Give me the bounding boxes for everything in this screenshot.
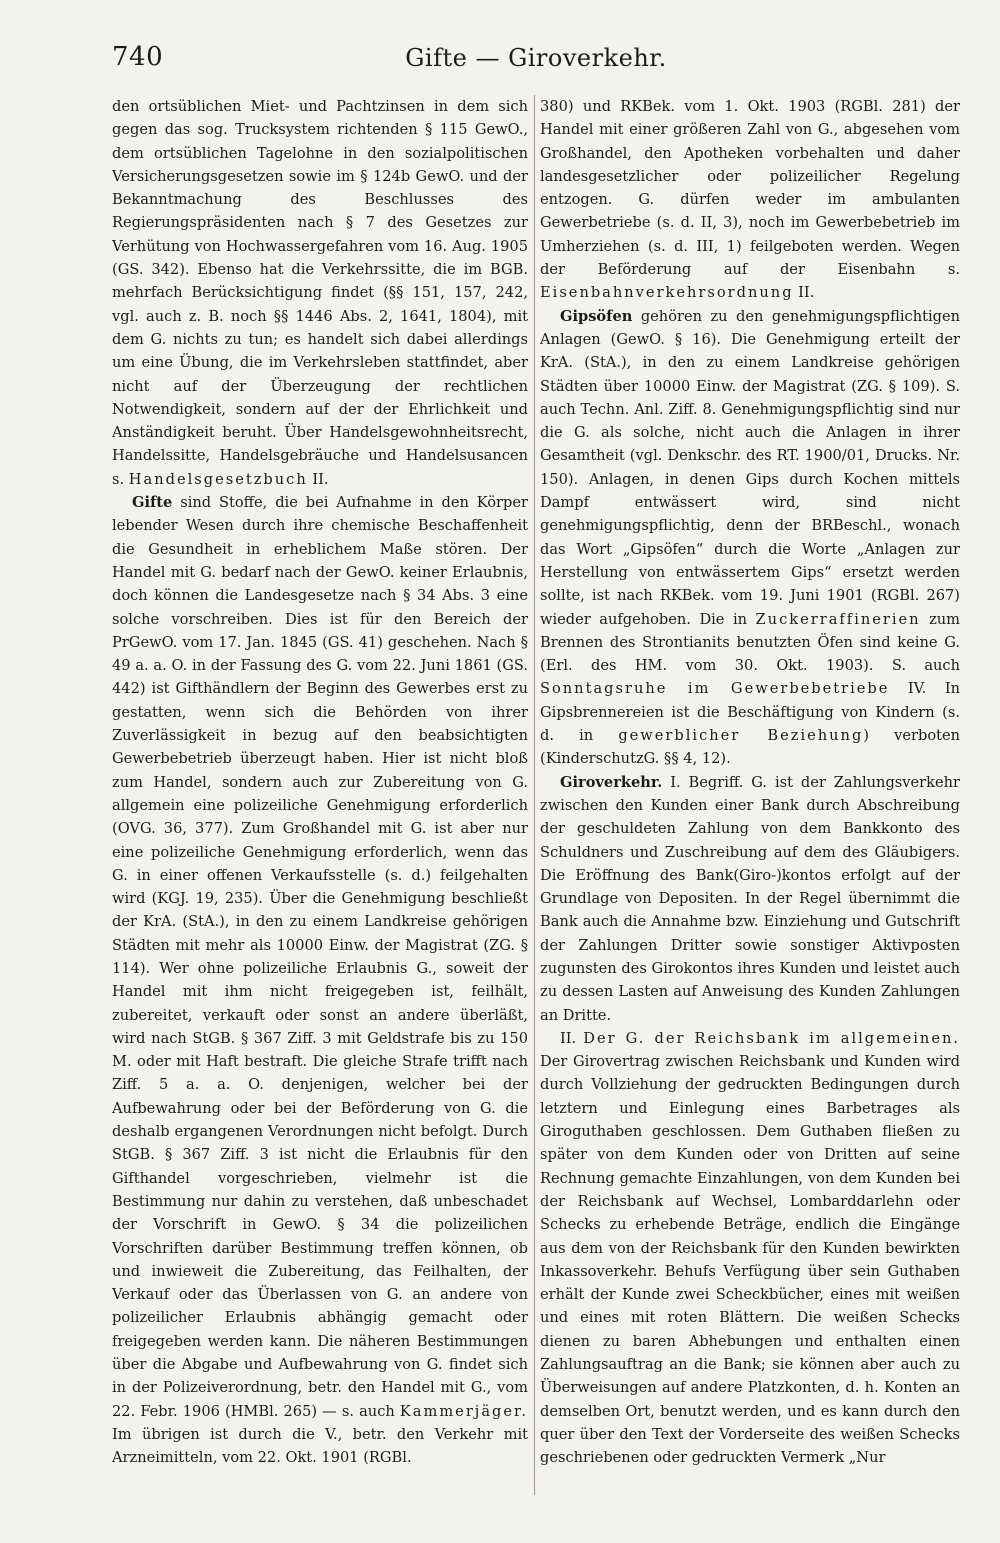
entry-heading: Gipsöfen — [560, 307, 633, 325]
paragraph-text: den ortsüblichen Miet- und Pachtzinsen in dem sich gegen das sog. Trucksystem richtenden § 115 GewO., dem ortsüblichen Tagelohne in den sozialpolitischen Versicherungsgesetzen sowie im § 124b GewO. und der Bekanntmachung des Beschlusses des Regierungspräsidenten nach § 7 des Gesetzes zur Verhütung von Hochwassergefahren vom 16. Aug. 1905 (GS. 342). Ebenso hat die Verkehrssitte, die im BGB. mehrfach Berücksichtigung findet (§§ 151, 157, 242, vgl. auch z. B. noch §§ 1446 Abs. 2, 1641, 1804), mit dem G. nichts zu tun; es handelt sich dabei allerdings um eine Übung, die im Verkehrsleben stattfindet, aber nicht auf der Überzeugung der rechtlichen Notwendigkeit, sondern auf der der Ehrlichkeit und Anständigkeit beruht. Über Handelsgewohnheitsrecht, Handelssitte, Handelsgebräuche und Handelsusancen s. — [112, 98, 528, 488]
entry-text: I. Begriff. G. ist der Zahlungsverkehr zwischen den Kunden einer Bank durch Abschreibung der geschuldeten Zahlung von dem Bankkonto des Schuldners und Zuschreibung auf dem des Gläubigers. Die Eröffnung des Bank(Giro-)kontos erfolgt auf der Grundlage von Depositen. In der Regel übernimmt die Bank auch die Annahme bzw. Einziehung und Gutschrift der Zahlungen Dritter sowie sonstiger Aktivposten zugunsten des Girokontos ihres Kunden und leistet auch zu dessen Lasten auf Anweisung des Kunden Zahlungen an Dritte. — [540, 773, 960, 1024]
entry-text: Der Girovertrag zwischen Reichsbank und Kunden wird durch Vollziehung der gedruckten Bedingungen durch letztern und Einlegung eines Barbetrages als Giroguthaben geschlossen. Dem Guthaben fließen zu später von dem Kunden oder von Dritten auf seine Rechnung gemachte Einzahlungen, von dem Kunden bei der Reichsbank auf Wechsel, Lombarddarlehn oder Schecks zu erhebende Beträge, endlich die Eingänge aus dem von der Reichsbank für den Kunden bewirkten Inkassoverkehr. Behufs Verfügung über sein Guthaben erhält der Kunde zwei Scheckbücher, eines mit weißen und eines mit roten Blättern. Die weißen Schecks dienen zu baren Abhebungen und enthalten einen Zahlungsauftrag an die Bank; sie können aber auch zu Überweisungen auf andere Platzkonten, d. h. Konten an demselben Ort, benutzt werden, und es kann durch den quer über den Text der Vorderseite des weißen Schecks geschriebenen oder gedruckten Vermerk „Nur — [540, 1053, 960, 1467]
entry-text: zum Brennen des Strontianits benutzten Öfen sind keine G. (Erl. des HM. vom 30. Okt. 1903). S. auch — [540, 610, 960, 675]
paragraph-gifte-continued — [540, 95, 960, 305]
entry-text: IV. In Gipsbrennereien ist die Beschäftigung von Kindern (s. d. in — [540, 680, 960, 745]
entry-giroverkehr — [540, 771, 960, 1027]
cross-reference: gewerblicher Beziehung — [618, 727, 864, 745]
paragraph-text: 380) und RKBek. vom 1. Okt. 1903 (RGBl. 281) der Handel mit einer größeren Zahl von G., abgesehen vom Großhandel, den Apotheken vorbehalten und daher landesgesetzlicher oder polizeilicher Regelung entzogen. G. dürfen weder im ambulanten Gewerbetriebe (s. d. II, 3), noch im Gewerbebetrieb im Umherziehen (s. d. III, 1) feilgeboten werden. Wegen der Beförderung auf der Eisenbahn s. — [540, 98, 960, 279]
paragraph-text: II. — [798, 284, 815, 302]
cross-reference: Handelsgesetzbuch — [128, 470, 308, 488]
entry-text: sind Stoffe, die bei Aufnahme in den Körper lebender Wesen durch ihre chemische Beschaffenheit die Gesundheit in erheblichem Maße stören. Der Handel mit G. bedarf nach der GewO. keiner Erlaubnis, doch können die Landesgesetze nach § 34 Abs. 3 eine solche vorschreiben. Dies ist für den Bereich der PrGewO. vom 17. Jan. 1845 (GS. 41) geschehen. Nach § 49 a. a. O. in der Fassung des G. vom 22. Juni 1861 (GS. 442) ist Gifthändlern der Beginn des Gewerbes erst zu gestatten, wenn sich die Behörden von ihrer Zuverlässigkeit in bezug auf den beabsichtigten Gewerbebetrieb überzeugt haben. Hier ist nicht bloß zum Handel, sondern auch zur Zubereitung von G. allgemein eine polizeiliche Genehmigung erforderlich (OVG. 36, 377). Zum Großhandel mit G. ist aber nur eine polizeiliche Genehmigung erforderlich, wenn das G. in einer offenen Verkaufsstelle (s. d.) feilgehalten wird (KGJ. 19, 235). Über die Genehmigung beschließt der KrA. (StA.), in den zu einem Landkreise gehörigen Städten mit mehr als 10000 Einw. der Magistrat (ZG. § 114). Wer ohne polizeiliche Erlaubnis G., soweit der Handel mit ihm nicht freigegeben ist, feilhält, zubereitet, verkauft oder sonst an andere überläßt, wird nach StGB. § 367 Ziff. 3 mit Geldstrafe bis zu 150 M. oder mit Haft bestraft. Die gleiche Strafe trifft nach Ziff. 5 a. a. O. denjenigen, welcher bei der Aufbewahrung oder bei der Beförderung von G. die deshalb ergangenen Verordnungen nicht befolgt. Durch StGB. § 367 Ziff. 3 ist nicht die Erlaubnis für den Gifthandel vorgeschrieben, vielmehr ist die Bestimmung nur dahin zu verstehen, daß unbeschadet der Vorschrift in GewO. § 34 die polizeilichen Vorschriften darüber Bestimmung treffen können, ob und inwieweit die Zubereitung, das Feilhalten, der Verkauf oder das Überlassen von G. an andere von polizeilicher Erlaubnis abhängig gemacht oder freigegeben werden kann. Die näheren Bestimmungen über die Abgabe und Aufbewahrung von G. findet sich in der Polizeiverordnung, betr. den Handel mit G., vom 22. Febr. 1906 (HMBl. 265) — s. auch — [112, 494, 528, 1420]
left-column — [112, 95, 528, 1495]
right-column — [540, 95, 960, 1495]
section-number: II. — [560, 1029, 577, 1047]
column-divider — [534, 95, 535, 1495]
page-number: 740 — [112, 42, 164, 72]
entry-gifte — [112, 491, 528, 1469]
entry-heading: Giroverkehr. — [560, 773, 663, 791]
running-head: Gifte — Giroverkehr. — [405, 44, 667, 72]
entry-text: gehören zu den genehmigungspflichtigen Anlagen (GewO. § 16). Die Genehmigung erteilt der KrA. (StA.), in den zu einem Landkreise gehörigen Städten über 10000 Einw. der Magistrat (ZG. § 109). S. auch Techn. Anl. Ziff. 8. Genehmigungspflichtig sind nur die G. als solche, nicht auch die Anlagen in ihrer Gesamtheit (vgl. Denkschr. des RT. 1900/01, Drucks. Nr. 150). Anlagen, in denen Gips durch Kochen mittels Dampf entwässert wird, sind nicht genehmigungspflichtig, denn der BRBeschl., wonach das Wort „Gipsöfen“ durch die Worte „Anlagen zur Herstellung von entwässertem Gips“ ersetzt werden sollte, ist nach RKBek. vom 19. Juni 1901 (RGBl. 267) wieder aufgehoben. Die in — [540, 307, 960, 628]
entry-gipsoefen — [540, 305, 960, 771]
cross-reference: Kammerjäger. — [399, 1402, 528, 1420]
section-reichsbank — [540, 1027, 960, 1470]
section-heading: Der G. der Reichsbank im allgemeinen. — [583, 1029, 960, 1047]
paragraph-verkehrssitte — [112, 95, 528, 491]
cross-reference: Sonntagsruhe im Gewerbebetriebe — [540, 680, 890, 698]
entry-text: ) verboten (KinderschutzG. §§ 4, 12). — [540, 727, 960, 768]
entry-heading: Gifte — [132, 494, 173, 512]
cross-reference: Eisenbahnverkehrsordnung — [540, 284, 794, 302]
paragraph-text: II. — [312, 470, 329, 488]
entry-text: Im übrigen ist durch die V., betr. den Verkehr mit Arzneimitteln, vom 22. Okt. 1901 (RGBl. — [112, 1425, 528, 1467]
page-header — [112, 42, 960, 76]
cross-reference: Zuckerraffinerien — [755, 610, 921, 628]
